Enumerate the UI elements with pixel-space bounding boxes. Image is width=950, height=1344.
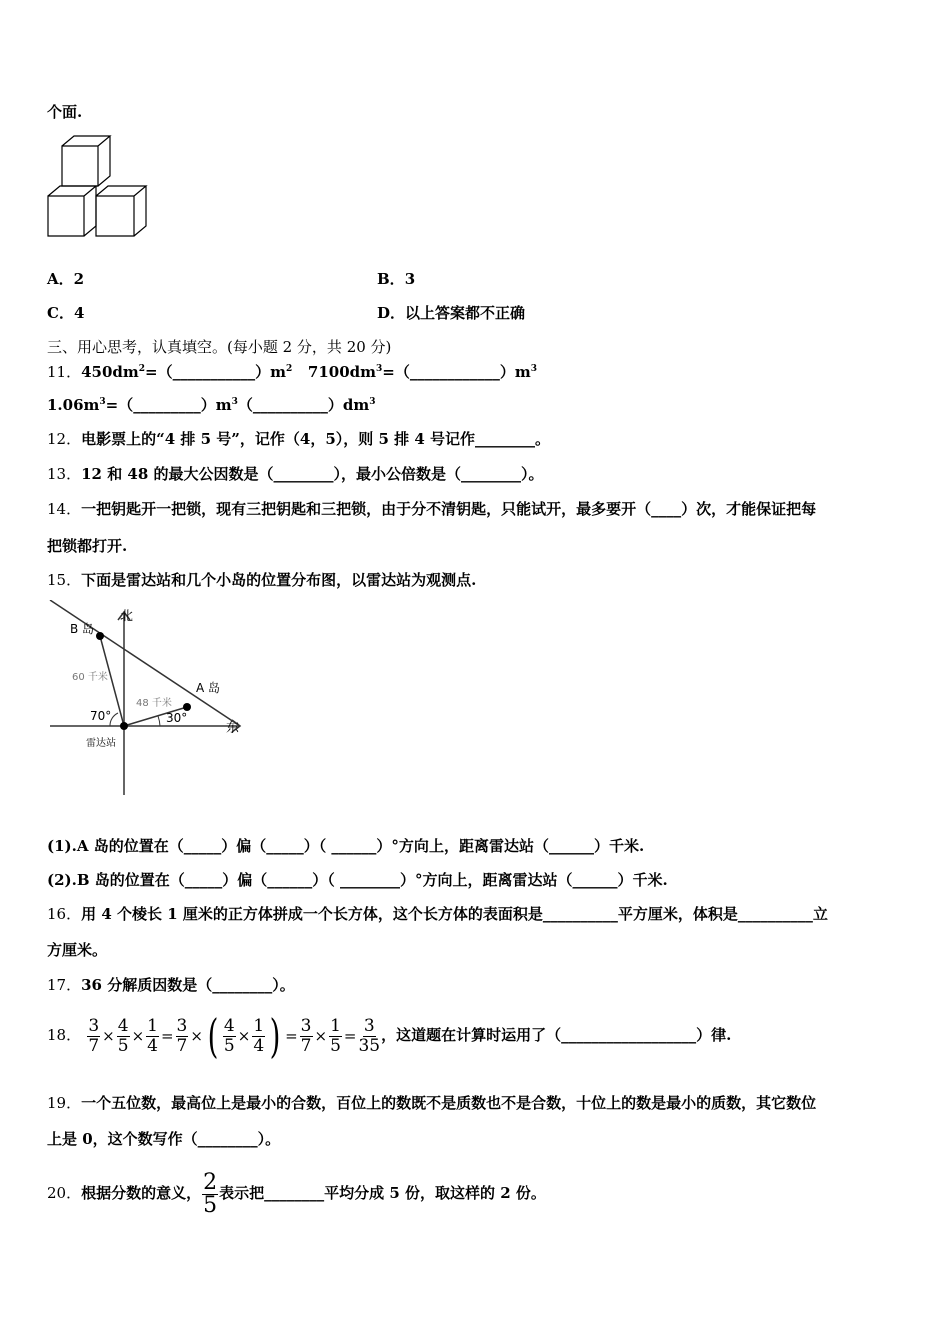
question-14: 14．一把钥匙开一把锁，现有三把钥匙和三把锁，由于分不清钥匙，只能试开，最多要开（____）次，才能保证把每 — [47, 500, 817, 518]
cube-figure — [44, 132, 154, 238]
b-angle-label: 70° — [90, 709, 112, 723]
fraction: $\frac{1}{4}$ — [253, 1015, 265, 1056]
question-15-sub1: (1).A 岛的位置在（_____）偏（_____）（ ______）°方向上，距离雷达站（______）千米. — [47, 837, 645, 855]
question-16-line2: 方厘米。 — [47, 941, 108, 959]
question-14-line2: 把锁都打开. — [47, 537, 128, 555]
question-15: 15．下面是雷达站和几个小岛的位置分布图，以雷达站为观测点. — [47, 571, 477, 589]
a-distance-label: 48 千米 — [136, 698, 172, 709]
question-19-line2: 上是 0，这个数写作（________）。 — [47, 1130, 281, 1148]
option-d[interactable]: D．以上答案都不正确 — [377, 304, 526, 322]
north-label: 北 — [120, 609, 134, 624]
fraction: $\frac{3}{7}$ — [176, 1015, 188, 1056]
fraction: $\frac{3}{35}$ — [358, 1015, 381, 1056]
fraction: $\frac{4}{5}$ — [223, 1015, 235, 1056]
station-label: 雷达站 — [86, 738, 116, 749]
a-angle-label: 30° — [166, 711, 188, 725]
question-16: 16．用 4 个棱长 1 厘米的正方体拼成一个长方体，这个长方体的表面积是__________平方厘米，体积是__________立 — [47, 905, 828, 923]
fraction: $\frac{2}{5}$ — [203, 1169, 218, 1218]
question-15-sub2: (2).B 岛的位置在（_____）偏（______）（ ________）°方向上，距离雷达站（______）千米. — [47, 871, 668, 889]
question-20: 20．根据分数的意义， $\frac{2}{5}$ 表示把________平均分成 5 份，取这样的 2 份。 — [47, 1169, 546, 1218]
east-label: 东 — [226, 721, 240, 736]
question-11: 11．$450dm^2=(\_\_\_\_\_\_\_\_\_\_\_)m^2$ $7100dm^3=(\_\_\_\_\_\_\_\_\_\_\_\_)m^3$ — [47, 363, 538, 381]
fraction: $\frac{4}{5}$ — [117, 1015, 129, 1056]
option-c[interactable]: C．4 — [47, 304, 85, 322]
q10-tail: 个面. — [47, 103, 83, 121]
fraction: $\frac{1}{5}$ — [330, 1015, 341, 1056]
b-island-label: B 岛 — [70, 622, 95, 636]
question-19: 19．一个五位数，最高位上是最小的合数，百位上的数既不是质数也不是合数，十位上的数是最小的质数，其它数位 — [47, 1094, 817, 1112]
b-distance-label: 60 千米 — [72, 672, 108, 683]
question-13: 13．12 和 48 的最大公因数是（________），最小公倍数是（________）。 — [47, 465, 544, 483]
option-a[interactable]: A．2 — [47, 270, 85, 288]
fraction: $\frac{1}{4}$ — [147, 1015, 158, 1056]
fraction: $\frac{3}{7}$ — [88, 1015, 100, 1056]
question-12: 12．电影票上的“4 排 5 号”，记作（4，5），则 5 排 4 号记作________。 — [47, 430, 551, 448]
question-11-line2: $1.06m^3=(\_\_\_\_\_\_\_\_\_)m^3(\_\_\_\_\_\_\_\_\_\_)dm^3$ — [47, 396, 376, 414]
section-3-heading: 三、用心思考，认真填空。(每小题 2 分，共 20 分) — [47, 338, 392, 356]
a-island-label: A 岛 — [196, 681, 221, 695]
option-b[interactable]: B．3 — [377, 270, 416, 288]
radar-map-figure — [40, 600, 260, 800]
fraction: $\frac{3}{7}$ — [300, 1015, 312, 1056]
question-17: 17．36 分解质因数是（________）。 — [47, 976, 295, 994]
question-18: 18． $\frac{3}{7}$ × $\frac{4}{5}$ × $\frac{1}{4}$ = $\frac{3}{7}$ ×( $\frac{4}{5}$ × $\frac{1}{4}$ ) = $\frac{3}{7}$ × $\frac{1}{5}$ = $\frac{3}{35}$ ，这道题在计算时运用了（__________________）律. — [47, 1009, 732, 1063]
